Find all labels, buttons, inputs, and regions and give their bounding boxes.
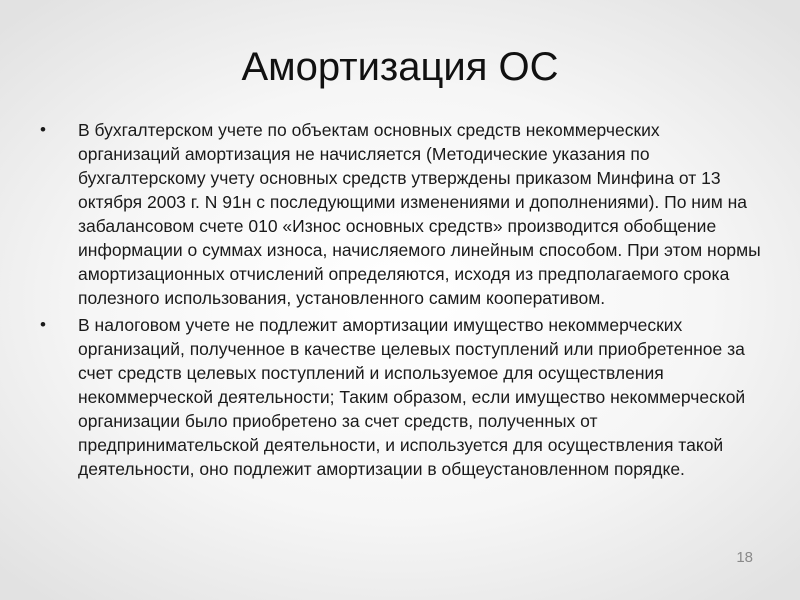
bullet-icon: • <box>40 315 46 334</box>
slide-title: Амортизация ОС <box>241 45 559 89</box>
bullet-item <box>40 118 765 310</box>
bullet-item <box>40 313 765 481</box>
bullet-text: В бухгалтерском учете по объектам основных средств некоммерческих организаций амортизация не начисляется (Методические указания по бухгалтерскому учету основных средств утверждены приказом Минфина от 13 октября 2003 г. N 91н с последующими изменениями и дополнениями). По ним на забалансовом счете 010 «Износ основных средств» производится обобщение информации о суммах износа, начисляемого линейным способом. При этом нормы амортизационных отчислений определяются, исходя из предполагаемого срока полезного использования, установленного самим кооперативом. <box>78 120 761 308</box>
page-number: 18 <box>736 549 753 566</box>
bullet-icon: • <box>40 120 46 139</box>
bullet-list <box>40 118 765 484</box>
bullet-text: В налоговом учете не подлежит амортизации имущество некоммерческих организаций, полученное в качестве целевых поступлений или приобретенное за счет средств целевых поступлений и используемое для осуществления некоммерческой деятельности; Таким образом, если имущество некоммерческой организации было приобретено за счет средств, полученных от предпринимательской деятельности, и используется для осуществления такой деятельности, оно подлежит амортизации в общеустановленном порядке. <box>78 315 746 479</box>
